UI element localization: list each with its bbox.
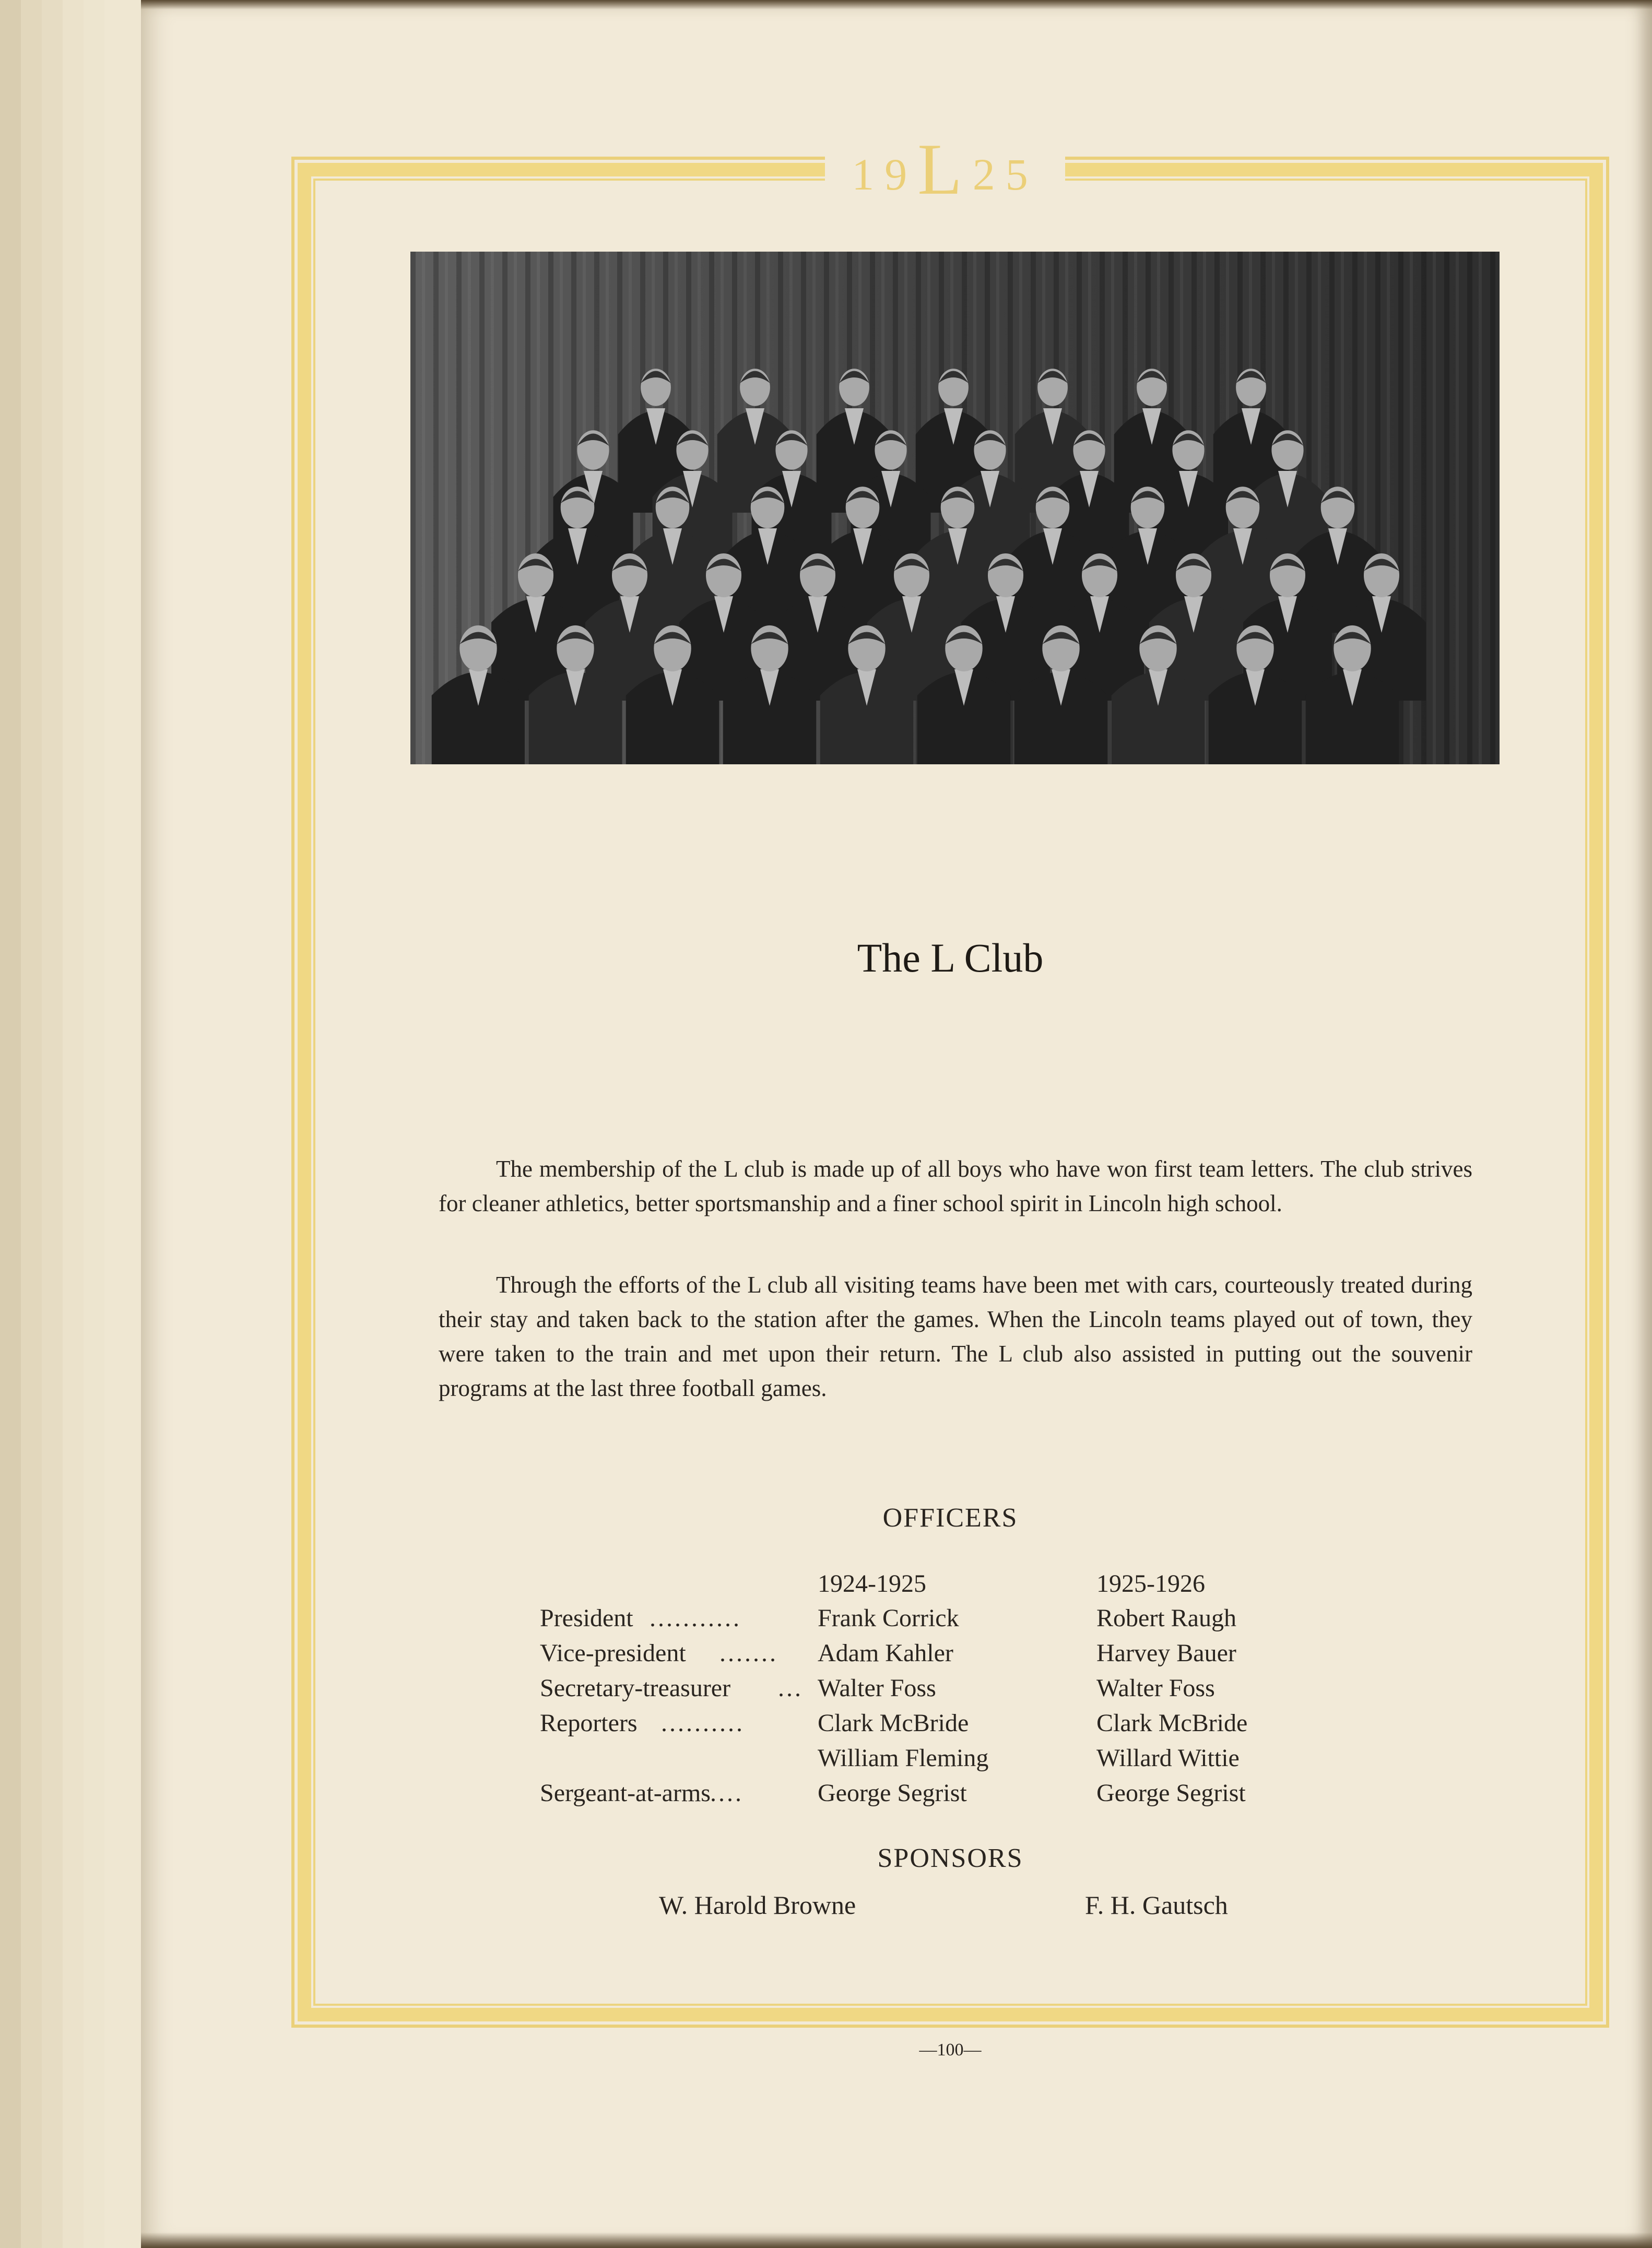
sponsor-name: F. H. Gautsch <box>1085 1890 1228 1920</box>
officer-name-1925: George Segrist <box>1096 1779 1246 1807</box>
leader-dots: ....... <box>719 1639 778 1667</box>
sponsors-heading: SPONSORS <box>877 1843 1023 1873</box>
officer-role: Vice-president <box>540 1639 686 1667</box>
officer-role: Sergeant-at-arms <box>540 1779 711 1807</box>
officer-row <box>540 1636 1427 1671</box>
officer-name-1924: Frank Corrick <box>818 1604 959 1632</box>
officer-name-1924: Clark McBride <box>818 1709 969 1737</box>
officer-row <box>540 1601 1427 1636</box>
officers-year-header <box>540 1566 1427 1601</box>
officer-name-1924: George Segrist <box>818 1779 967 1807</box>
year-column-1924: 1924-1925 <box>818 1570 926 1598</box>
officer-name-1924: Adam Kahler <box>818 1639 953 1667</box>
officer-row <box>540 1706 1427 1741</box>
paragraph-efforts: Through the efforts of the L club all visiting teams have been met with cars, courteously treated during their stay and taken back to the station after the games. When the Lincoln teams played out of town, they were taken to the train and met upon their return. The L club also assisted in putting out the souvenir programs at the last three football games. <box>439 1272 1472 1401</box>
officer-role: President <box>540 1604 633 1632</box>
page-shadow <box>141 0 1652 9</box>
officer-name-1925: Willard Wittie <box>1096 1744 1240 1772</box>
page-shadow <box>141 2232 1652 2248</box>
group-photo-graphic <box>410 252 1500 764</box>
officer-row <box>540 1776 1427 1811</box>
page-title: The L Club <box>857 935 1044 980</box>
leader-dots: ... <box>778 1674 803 1702</box>
leader-dots: .......... <box>661 1709 745 1737</box>
year-letter: L <box>917 129 973 210</box>
officer-name-1925: Harvey Bauer <box>1096 1639 1236 1667</box>
officer-row <box>540 1671 1427 1706</box>
officer-role: Secretary-treasurer <box>540 1674 731 1702</box>
year-suffix: 25 <box>972 149 1039 199</box>
officer-name-1925: Robert Raugh <box>1096 1604 1236 1632</box>
sponsor-name: W. Harold Browne <box>659 1890 856 1920</box>
year-prefix: 19 <box>852 149 918 199</box>
year-column-1925: 1925-1926 <box>1096 1570 1205 1598</box>
leader-dots: .... <box>710 1779 744 1807</box>
officer-name-1924: Walter Foss <box>818 1674 936 1702</box>
officer-name-1924: William Fleming <box>818 1744 989 1772</box>
leader-dots: ........... <box>650 1604 741 1632</box>
officer-name-1925: Walter Foss <box>1096 1674 1215 1702</box>
page-number: —100— <box>919 2040 982 2060</box>
year-header <box>825 131 1065 209</box>
officers-heading: OFFICERS <box>882 1503 1018 1533</box>
officer-row <box>540 1741 1427 1776</box>
group-photo <box>410 252 1500 764</box>
paragraph-membership: The membership of the L club is made up of all boys who have won first team letters. The club strives for cleaner athletics, better sportsmanship and a finer school spirit in Lincoln high school. <box>439 1156 1472 1216</box>
officers-table <box>540 1566 1427 1811</box>
officer-name-1925: Clark McBride <box>1096 1709 1248 1737</box>
officer-role: Reporters <box>540 1709 638 1737</box>
